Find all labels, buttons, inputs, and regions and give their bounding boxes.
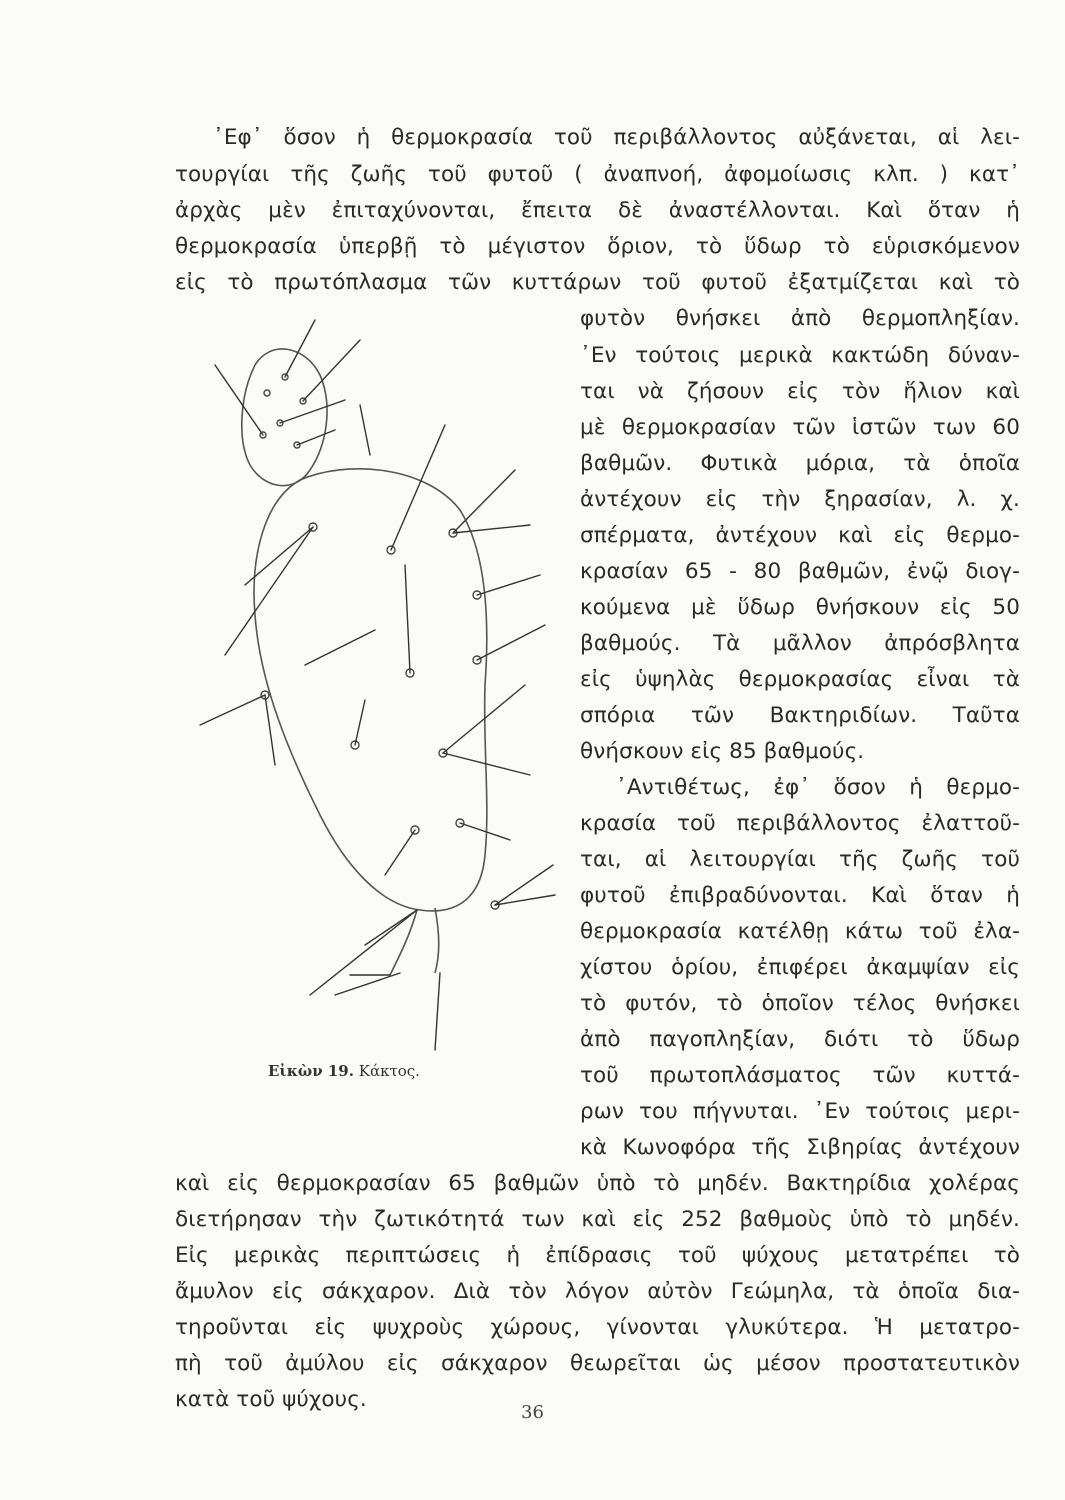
- text-line: βαθμῶν. Φυτικὰ μόρια, τὰ ὁποῖα: [580, 451, 1020, 476]
- text-line: διετήρησαν τὴν ζωτικότητά των καὶ εἰς 252 βαθμοὺς ὑπὸ τὸ μηδέν.: [175, 1207, 1020, 1232]
- text-line: ἄμυλον εἰς σάκχαρον. Διὰ τὸν λόγον αὐτὸν Γεώμηλα, τὰ ὁποῖα δια-: [175, 1279, 1020, 1304]
- text-line: φυτοῦ ἐπιβραδύνονται. Καὶ ὅταν ἡ: [580, 883, 1020, 908]
- figure-label: Εἰκὼν 19.: [268, 1062, 354, 1080]
- text-line: εἰς ὑψηλὰς θερμοκρασίας εἶναι τὰ: [580, 667, 1020, 692]
- text-line: βαθμούς. Τὰ μᾶλλον ἀπρόσβλητα: [580, 631, 1020, 656]
- text-line: χίστου ὁρίου, ἐπιφέρει ἀκαμψίαν εἰς: [580, 955, 1020, 980]
- text-line: τὸ φυτόν, τὸ ὁποῖον τέλος θνήσκει: [580, 991, 1020, 1016]
- text-line: ἀπὸ παγοπληξίαν, διότι τὸ ὕδωρ: [580, 1027, 1020, 1052]
- text-line: ται, αἱ λειτουργίαι τῆς ζωῆς τοῦ: [580, 847, 1020, 872]
- text-line: ται νὰ ζήσουν εἰς τὸν ἥλιον καὶ: [580, 379, 1020, 404]
- figure-title: Κάκτος.: [358, 1062, 420, 1080]
- figure-caption: [268, 1062, 420, 1080]
- text-line: κατὰ τοῦ ψύχους.: [175, 1387, 367, 1412]
- text-line: μὲ θερμοκρασίαν τῶν ἱστῶν των 60: [580, 415, 1020, 440]
- text-line: ἀρχὰς μὲν ἐπιταχύνονται, ἔπειτα δὲ ἀναστέλλονται. Καὶ ὅταν ἡ: [175, 198, 1020, 223]
- text-line: κρασίαν 65 - 80 βαθμῶν, ἐνῷ διογ-: [580, 559, 1020, 584]
- text-line: τοῦ πρωτοπλάσματος τῶν κυττά-: [580, 1063, 1020, 1088]
- text-line: φυτὸν θνήσκει ἀπὸ θερμοπληξίαν.: [580, 306, 1020, 331]
- text-line: εἰς τὸ πρωτόπλασμα τῶν κυττάρων τοῦ φυτοῦ ἐξατμίζεται καὶ τὸ: [175, 270, 1020, 295]
- text-line: ἀντέχουν εἰς τὴν ξηρασίαν, λ. χ.: [580, 487, 1020, 512]
- cactus-illustration: [185, 305, 575, 1065]
- page-number: 36: [521, 1402, 544, 1423]
- text-line: ᾿Εν τούτοις μερικὰ κακτώδη δύναν-: [580, 343, 1020, 368]
- text-line: Εἰς μερικὰς περιπτώσεις ἡ ἐπίδρασις τοῦ ψύχους μετατρέπει τὸ: [175, 1243, 1020, 1268]
- text-line: κὰ Κωνοφόρα τῆς Σιβηρίας ἀντέχουν: [580, 1135, 1020, 1160]
- text-line: σπέρματα, ἀντέχουν καὶ εἰς θερμο-: [580, 523, 1020, 548]
- text-line: ᾿Αντιθέτως, ἐφ᾿ ὅσον ἡ θερμο-: [616, 775, 1020, 800]
- text-line: σπόρια τῶν Βακτηριδίων. Ταῦτα: [580, 703, 1020, 728]
- text-line: καὶ εἰς θερμοκρασίαν 65 βαθμῶν ὑπὸ τὸ μηδέν. Βακτηρίδια χολέρας: [175, 1171, 1020, 1196]
- text-line: ρων του πήγνυται. ᾿Εν τούτοις μερι-: [580, 1099, 1020, 1124]
- text-line: κούμενα μὲ ὕδωρ θνήσκουν εἰς 50: [580, 595, 1020, 620]
- text-line: ᾿Εφ᾿ ὅσον ἡ θερμοκρασία τοῦ περιβάλλοντος αὐξάνεται, αἱ λει-: [213, 125, 1020, 150]
- text-line: θερμοκρασία κατέλθῃ κάτω τοῦ ἐλα-: [580, 919, 1020, 944]
- text-line: θερμοκρασία ὑπερβῇ τὸ μέγιστον ὅριον, τὸ ὕδωρ τὸ εὑρισκόμενον: [175, 234, 1020, 259]
- text-line: κρασία τοῦ περιβάλλοντος ἐλαττοῦ-: [580, 811, 1020, 836]
- text-line: θνήσκουν εἰς 85 βαθμούς.: [580, 739, 865, 764]
- text-line: πὴ τοῦ ἀμύλου εἰς σάκχαρον θεωρεῖται ὡς μέσον προστατευτικὸν: [175, 1351, 1020, 1376]
- text-line: τηροῦνται εἰς ψυχροὺς χώρους, γίνονται γλυκύτερα. Ἡ μετατρο-: [175, 1315, 1020, 1340]
- text-line: τουργίαι τῆς ζωῆς τοῦ φυτοῦ ( ἀναπνοή, ἀφομοίωσις κλπ. ) κατ᾿: [175, 162, 1020, 187]
